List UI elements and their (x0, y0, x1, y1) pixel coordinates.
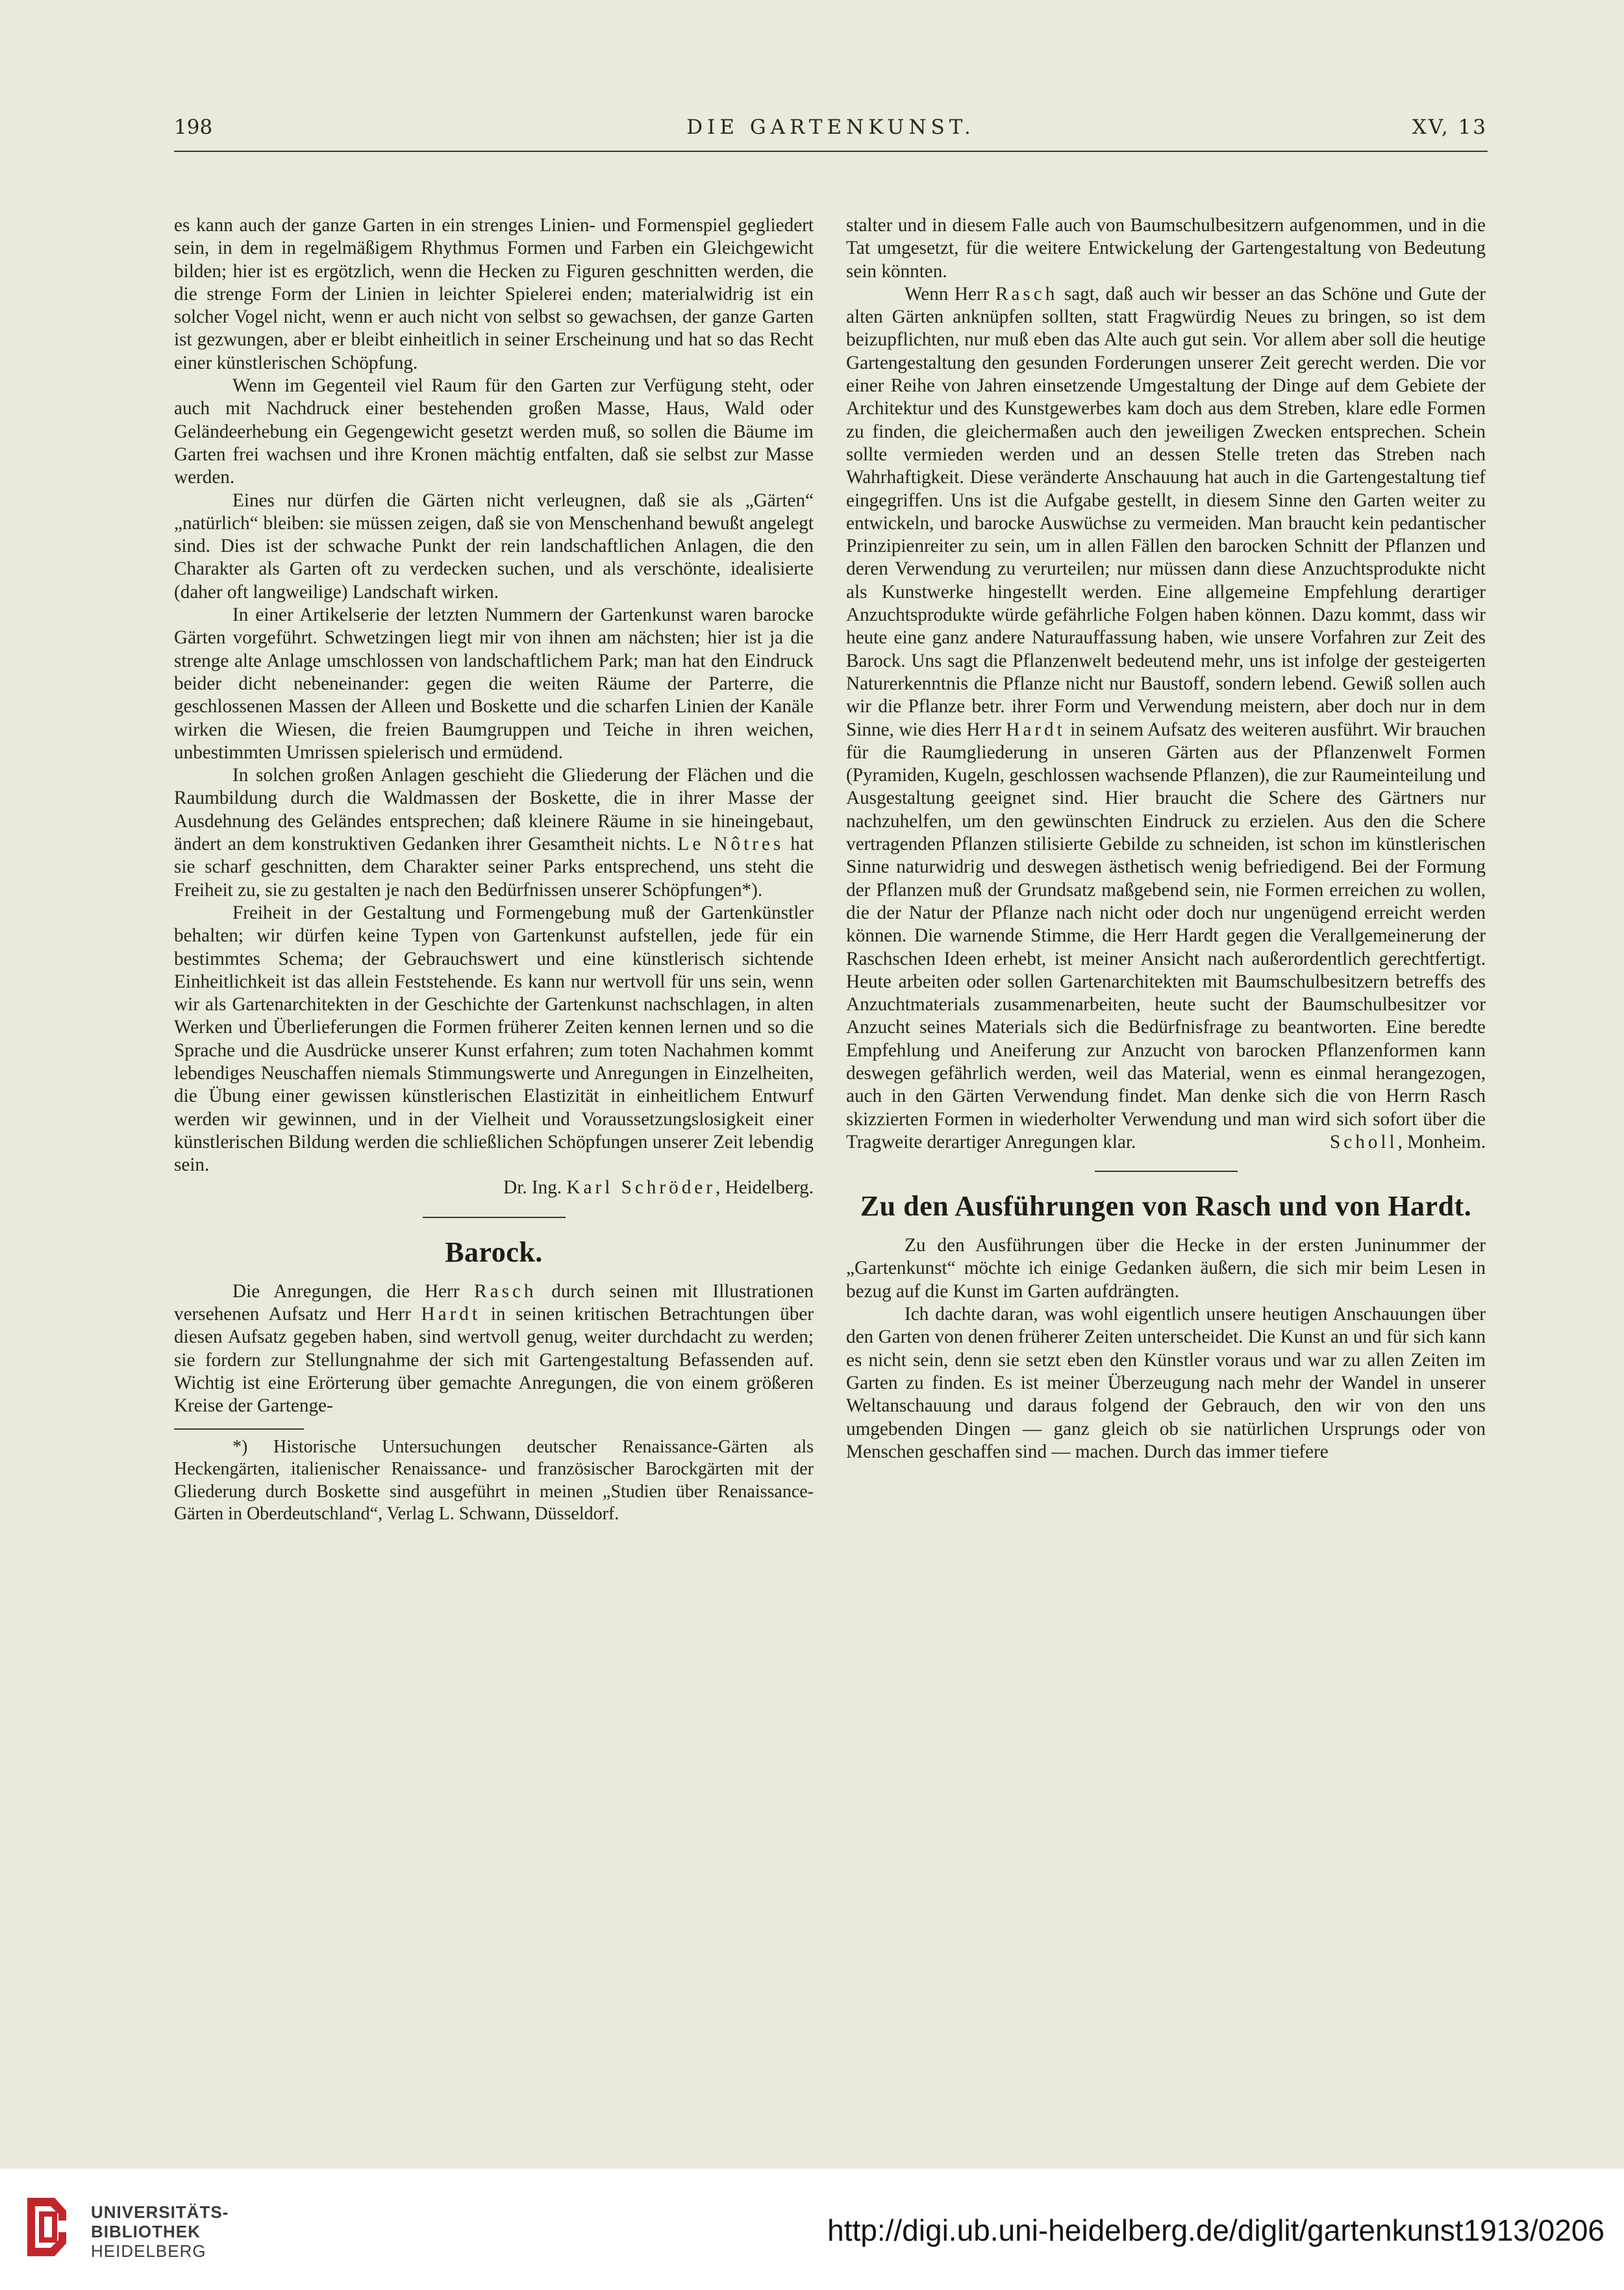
text-run: Die Anregungen, die Herr (232, 1280, 460, 1302)
text-run: in seinem Aufsatz des weiteren ausführt. Wir brauchen für die Raumgliederung in unseren Gärten aus der Pflanzenwelt Formen (Pyramiden, Kugeln, geschlossen wachsende Pflanzen), die zur Raumeinteilung und Ausgestaltung geeignet sind. Hier braucht die Schere des Gärtners nur nachzuhelfen, um den gewünschten Eindruck zu erzielen. Aus den die Schere vertragenden Pflanzen stilisierte Gebilde zu schneiden, ist schon im künstlerischen Sinne naturwidrig und deswegen ästhetisch wenig befriedigend. Bei der Formung der Pflanzen muß der Grundsatz maßgebend sein, nie Formen erreichen zu wollen, die der Natur der Pflanze nach nicht oder doch nur ungenügend erreicht werden können. Die warnende Stimme, die Herr Hardt gegen die Verallgemeinerung der Raschschen Ideen erhebt, ist meiner Ansicht nach außerordentlich gerechtfertigt. Heute arbeiten oder sollen Gartenarchitekten mit Baumschulbesitzern betreffs des Anzuchtmaterials zusammenarbeiten, heute sucht der Baumschulbesitzer vor Anzucht seines Materials sich die Bedürfnisfrage zu beantworten. Eine beredte Empfehlung und Aneiferung zur Anzucht von barocken Pflanzenformen kann deswegen gefährlich werden, weil das Material, wenn es einmal herangezogen, auch in den Gärten Verwendung findet. Man denke sich die von Herrn Rasch skizzierten Formen in wiederholter Verwendung und man wird sich sofort über die Tragweite derartiger Anregungen klar. (846, 719, 1486, 1152)
issue-number: XV, 13 (1412, 116, 1488, 139)
footnote-rule (174, 1428, 304, 1430)
name-hardt: Hardt (421, 1304, 481, 1325)
left-column (174, 214, 814, 1526)
library-name-line: UNIVERSITÄTS- (91, 2202, 229, 2222)
paragraph (174, 1280, 814, 1418)
paragraph: Eines nur dürfen die Gärten nicht verleugnen, daß sie als „Gärten“ „natürlich“ bleiben: sie müssen zeigen, daß sie von Menschenhand bewußt angelegt sind. Dies ist der schwache Punkt der rein landschaftlichen Anlagen, die den Charakter als Garten oft zu verdecken suchen, und als verschönte, idealisierte (daher oft langweilige) Landschaft wirken. (174, 490, 814, 603)
text-run: sagt, daß auch wir besser an das Schöne und Gute der alten Gärten anknüpfen sollten, statt Fragwürdig Neues zu bringen, so ist dem beizupflichten, nur muß eben das Alte auch gut sein. Vor allem aber soll die heutige Gartengestaltung den gesunden Forderungen unserer Zeit gerecht werden. Die vor einer Reihe von Jahren einsetzende Umgestaltung der Dinge auf dem Gebiete der Architektur und des Kunstgewerbes kam doch aus dem Streben, klare edle Formen zu finden, die gleichermaßen auch den jeweiligen Zwecken entsprechen. Schein sollte vermieden werden und an dessen Stelle treten das Streben nach Wahrhaftigkeit. Diese veränderte Anschauung hat auch in die Gartengestaltung tief eingegriffen. Uns ist die Aufgabe gestellt, in diesem Sinne den Garten weiter zu entwickeln, und barocke Auswüchse zu vermeiden. Man braucht kein pedantischer Prinzipienreiter zu sein, um in allen Fällen den barocken Schnitt der Pflanzen und deren Verwendung zu verurteilen; nur müssen dann diese Anzuchtsprodukte nicht als Kunstwerke hingestellt werden. Eine allgemeine Empfehlung derartiger Anzuchtsprodukte würde gefährliche Folgen haben können. Dazu kommt, dass wir heute eine ganz andere Naturauffassung haben, wie unsere Vorfahren zur Zeit des Barock. Uns sagt die Pflanzenwelt bedeutend mehr, uns ist infolge der gesteigerten Naturerkenntnis die Pflanze nicht nur Baustoff, sondern lebend. Gewiß sollen auch wir die Pflanze betr. ihrer Form und Verwendung meistern, aber doch nur in dem Sinne, wie dies Herr (846, 283, 1486, 740)
author-signature (1271, 1131, 1486, 1154)
paragraph: In einer Artikelserie der letzten Nummern der Gartenkunst waren barocke Gärten vorgeführt. Schwetzingen liegt mir von ihnen am nächsten; hier ist ja die strenge alte Anlage umschlossen von landschaftlichem Park; man hat den Eindruck beider dicht nebeneinander: gegen die weiten Räume der Parterre, die geschlossenen Massen der Alleen und Boskette und die scharfen Linien der Kanäle wirken die Wiesen, die freien Baumgruppen und Teiche in ihren weichen, unbestimmten Umrissen spielerisch und ermüdend. (174, 604, 814, 763)
digitization-footer (0, 2169, 1624, 2290)
paragraph: stalter und in diesem Falle auch von Baumschulbesitzern aufgenommen, und in die Tat umgesetzt, für die weitere Entwickelung der Gartengestaltung von Bedeutung sein könnten. (846, 215, 1486, 282)
author-signature (174, 1176, 814, 1199)
paragraph: Ich dachte daran, was wohl eigentlich unsere heutigen Anschauungen über den Garten von denen früherer Zeiten unterscheidet. Die Kunst an und für sich kann es nicht sein, denn sie setzt eben den Künstler voraus und war zu allen Zeiten im Garten zu finden. Es ist meiner Überzeugung nach mehr der Wandel in unserer Weltanschauung und daraus folgend der Gebrauch, den wir von den uns umgebenden Dingen — ganz gleich ob sie natürlichen Ursprungs oder von Menschen geschaffen sind — machen. Durch das immer tiefere (846, 1304, 1486, 1462)
permalink-url[interactable]: http://digi.ub.uni-heidelberg.de/diglit/gartenkunst1913/0206 (827, 2213, 1605, 2247)
paragraph (846, 283, 1486, 1154)
header-rule (174, 151, 1488, 152)
author-name: Scholl (1330, 1131, 1398, 1152)
section-divider (423, 1217, 566, 1218)
text-run: Wenn Herr (905, 283, 990, 305)
paragraph: Zu den Ausführungen über die Hecke in der ersten Juninummer der „Gartenkunst“ möchte ich einige Gedanken äußern, die sich mir beim Lesen in bezug auf die Kunst im Garten aufdrängten. (846, 1235, 1486, 1302)
text-run: in seinen kritischen Betrachtungen über diesen Aufsatz gegeben haben, sind wertvoll genug, weiter durchdacht zu werden; sie fordern zur Stellungnahme der sich mit Gartengestaltung Befassenden auf. Wichtig ist eine Erörterung über gemachte Anregungen, die von einem größeren Kreise der Gartenge- (174, 1304, 814, 1417)
paragraph: Wenn im Gegenteil viel Raum für den Garten zur Verfügung steht, oder auch mit Nachdruck einer bestehenden großen Masse, Haus, Wald oder Geländeerhebung ein Gegengewicht gesetzt werden muß, so sollen die Bäume im Garten frei wachsen und ihre Kronen mächtig entfalten, daß sie selbst zur Masse werden. (174, 375, 814, 488)
library-name-line: HEIDELBERG (91, 2241, 206, 2261)
page-number: 198 (174, 116, 213, 139)
section-title-barock: Barock. (445, 1236, 543, 1268)
name-le-notre: Le Nôtres (677, 834, 784, 855)
author-place: , Heidelberg. (715, 1177, 814, 1199)
text-run: hat sie scharf geschnitten, dem Charakter seiner Parks entsprechend, uns steht die Freiheit zu, sie zu gestalten je nach den Bedürfnissen unserer Schöpfungen*). (174, 834, 814, 901)
section-title-ausfuehrungen: Zu den Ausführungen von Rasch und von Hardt. (860, 1190, 1472, 1223)
right-column (846, 214, 1486, 1463)
library-name-line: BIBLIOTHEK (91, 2222, 201, 2241)
footnote: *) Historische Untersuchungen deutscher Renaissance-Gärten als Heckengärten, italienischer Renaissance- und französischer Barockgärten mit der Gliederung durch Boskette sind ausgeführt in meinen „Studien über Renaissance-Gärten in Oberdeutschland“, Verlag L. Schwann, Düsseldorf. (174, 1436, 814, 1525)
text-run: durch seinen mit Illustrationen versehenen Aufsatz und Herr (174, 1280, 814, 1325)
library-name (91, 2202, 229, 2261)
journal-title: DIE GARTENKUNST. (686, 116, 975, 139)
author-name: Karl Schröder (566, 1177, 716, 1199)
running-head (174, 116, 1488, 148)
name-rasch: Rasch (995, 283, 1058, 305)
name-hardt: Hardt (1006, 719, 1066, 740)
text-run: In solchen großen Anlagen geschieht die Gliederung der Flächen und die Raumbildung durch die Waldmassen der Boskette, die in ihrer Masse der Ausdehnung des Geländes entsprechen; daß kleinere Räume in sie hineingebaut, ändert an dem konstruktiven Gedanken ihrer Gesamtheit nichts. (174, 765, 814, 855)
name-rasch: Rasch (474, 1280, 537, 1302)
section-divider (1095, 1171, 1238, 1172)
paragraph (174, 764, 814, 902)
library-logo-icon (14, 2188, 79, 2266)
author-place: , Monheim. (1397, 1131, 1486, 1152)
author-title: Dr. Ing. (503, 1177, 562, 1199)
paragraph: es kann auch der ganze Garten in ein strenges Linien- und Formenspiel gegliedert sein, in dem in regelmäßigem Rhythmus Formen und Farben ein Gleichgewicht bilden; hier ist es ergötzlich, wenn die Hecken zu Figuren geschnitten werden, die die strenge Form der Linien in leichter Spielerei enden; materialwidrig ist ein solcher Vogel nicht, wenn er auch nicht von selbst so gewachsen, der ganze Garten ist gezwungen, aber er bleibt einheitlich in seiner Erscheinung und hat so das Recht einer künstlerischen Schöpfung. (174, 215, 814, 373)
paragraph: Freiheit in der Gestaltung und Formengebung muß der Gartenkünstler behalten; wir dürfen keine Typen von Gartenkunst aufstellen, jede für ein bestimmtes Schema; der Gebrauchswert und eine künstlerisch sichtende Einheitlichkeit ist das allein Feststehende. Es kann nur wertvoll für uns sein, wenn wir als Gartenarchitekten in der Geschichte der Gartenkunst nachschlagen, in alten Werken und Überlieferungen die Formen früherer Zeiten kennen lernen und so die Sprache und die Ausdrücke unserer Kunst erfahren; zum toten Nachahmen kommt lebendiges Neuschaffen niemals Stimmungswerte und Anregungen in Einzelheiten, die Übung einer gewissen künstlerischen Elastizität in einheitlichem Entwurf werden wir gewinnen, und in der Vielheit und Voraussetzungslosigkeit einer künstlerischen Bildung werden die schließlichen Schöpfungen unserer Zeit lebendig sein. (174, 902, 814, 1176)
